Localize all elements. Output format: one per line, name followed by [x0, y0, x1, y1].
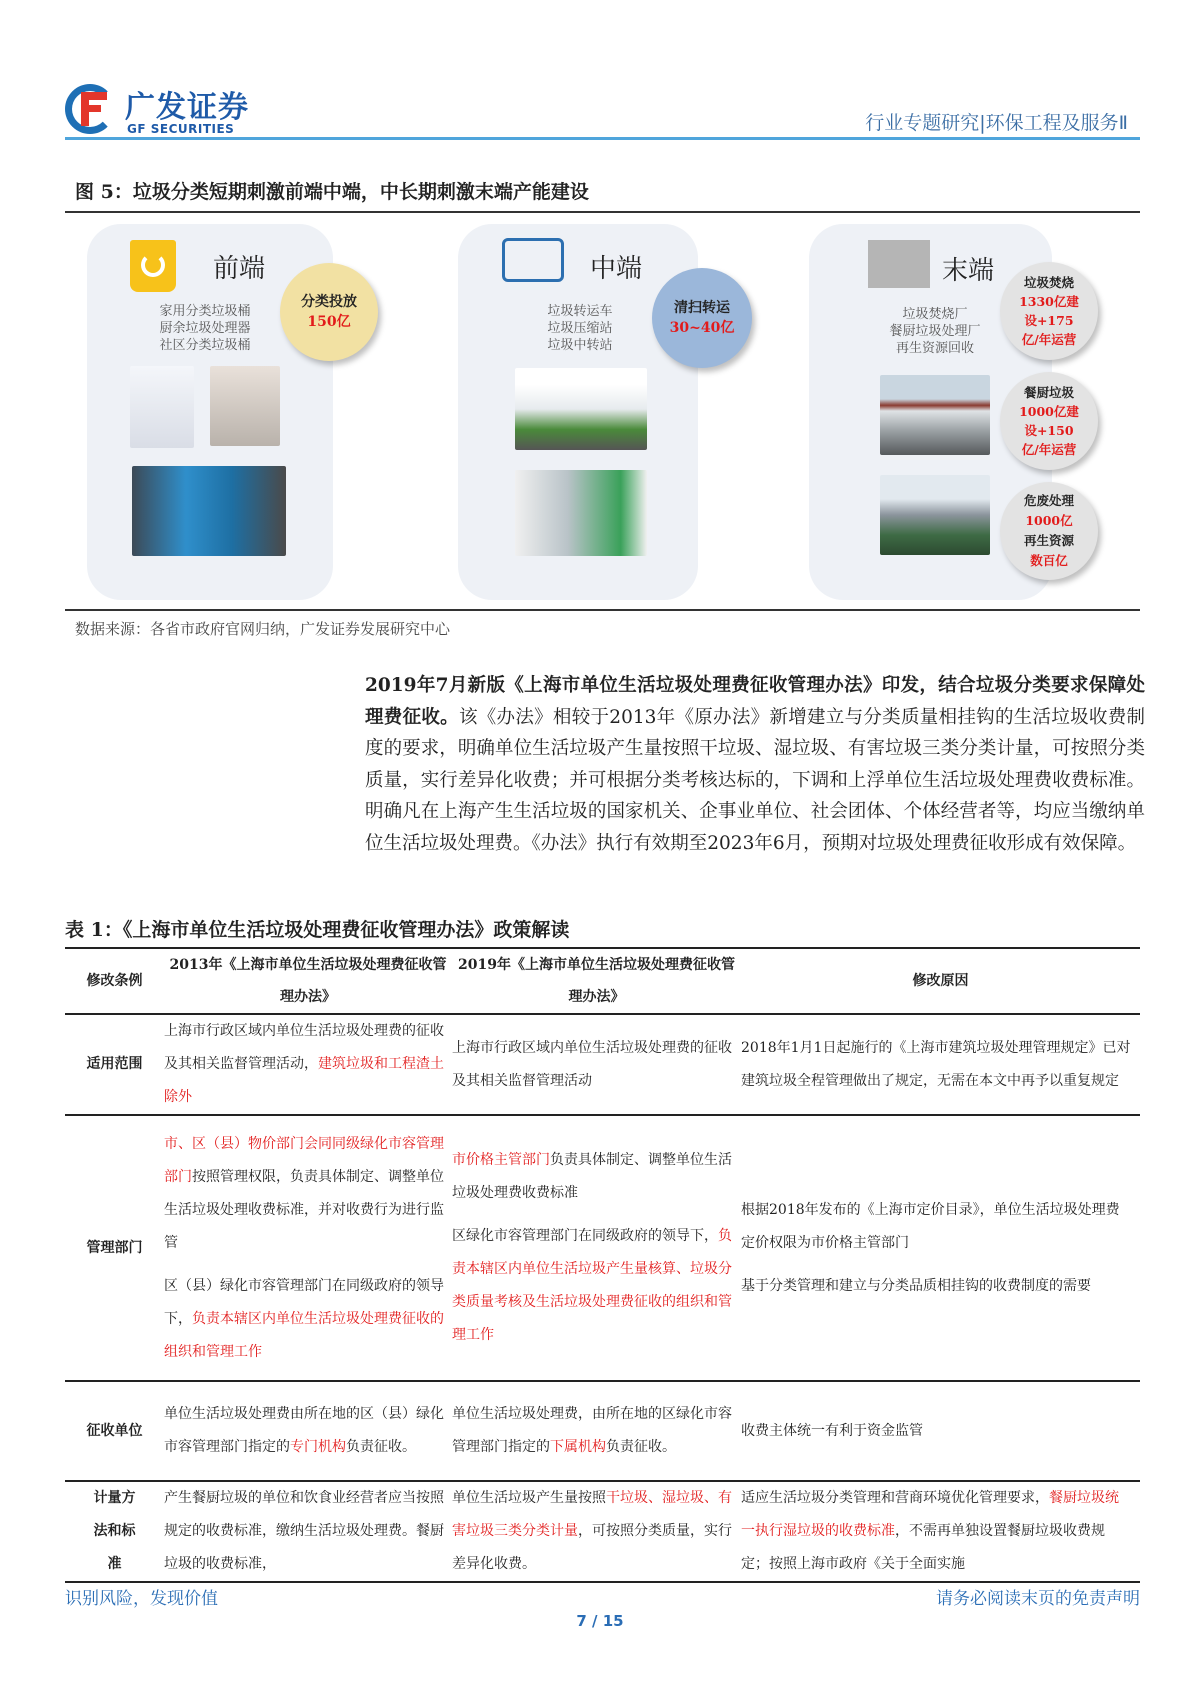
- bubble-label: 清扫转运: [674, 300, 730, 316]
- table-row: [65, 1481, 1140, 1582]
- cell-paragraph: [452, 1032, 733, 1098]
- cell-paragraph: [164, 1270, 444, 1369]
- table-cell: [164, 1481, 452, 1582]
- bubble-incineration: [1000, 262, 1098, 360]
- table-cell: [741, 1014, 1140, 1115]
- desc-line: 垃圾压缩站: [547, 321, 613, 336]
- header-2019: 2019年《上海市单位生活垃圾处理费征收管理办法》: [452, 948, 741, 1014]
- garbage-truck-icon: [502, 238, 564, 282]
- cell-text: 基于分类管理和建立与分类品质相挂钩的收费制度的需要: [741, 1277, 1091, 1294]
- recycle-bin-icon: [130, 240, 176, 292]
- panel-title-back: 末端: [942, 256, 995, 286]
- header-reason: 修改原因: [741, 948, 1140, 1014]
- cell-text: 负责具体制定、调整单位生活垃圾处理费收费标准: [452, 1152, 732, 1201]
- desc-line: 垃圾转运车: [547, 304, 613, 319]
- highlighted-text: 干垃圾、湿垃圾、有害垃圾三类分类计量: [452, 1490, 732, 1539]
- highlighted-text: 负责本辖区内单位生活垃圾产生量核算、垃圾分类质量考核及生活垃圾处理费征收的组织和管理工作: [452, 1228, 732, 1343]
- desc-line: 社区分类垃圾桶: [159, 338, 251, 353]
- bubble-value: 150亿: [307, 314, 351, 330]
- bubble-value: 1000亿建设+150亿/年运营: [1019, 404, 1079, 457]
- body-paragraph: [365, 670, 1145, 860]
- desc-line: 家用分类垃圾桶: [159, 304, 251, 319]
- bubble-kitchen-waste: [1000, 372, 1098, 470]
- cell-text: 2018年1月1日起施行的《上海市建筑垃圾处理管理规定》已对建筑垃圾全程管理做出了规定，无需在本文中再予以重复规定: [741, 1039, 1131, 1089]
- cell-paragraph: [741, 1194, 1132, 1260]
- cell-text: 负责征收。: [346, 1439, 416, 1455]
- row-label: 管理部门: [65, 1115, 164, 1381]
- logo-text-en: GF SECURITIES: [127, 122, 235, 136]
- row-label: 计量方法和标准: [65, 1481, 164, 1582]
- table-cell: [741, 1115, 1140, 1381]
- table-cell: [452, 1115, 741, 1381]
- table-cell: [741, 1381, 1140, 1481]
- bubble-value: 30~40亿: [669, 320, 735, 336]
- bubble-value: 1000亿: [1025, 513, 1073, 528]
- cell-text: 负责征收。: [606, 1439, 676, 1455]
- highlighted-text: 下属机构: [550, 1439, 606, 1455]
- table-row: [65, 1115, 1140, 1381]
- food-waste-processor-image: [210, 366, 280, 446]
- paragraph-text: 该《办法》相较于2013年《原办法》新增建立与分类质量相挂钩的生活垃圾收费制度的要求，明确单位生活垃圾产生量按照干垃圾、湿垃圾、有害垃圾三类分类计量，可按照分类质量，实行差异化收费；并可根据分类考核达标的，下调和上浮单位生活垃圾处理费收费标准。明确凡在上海产生生活垃圾的国家机关、企事业单位、社会团体、个体经营者等，均应当缴纳单位生活垃圾处理费。《办法》执行有效期至2023年6月，预期对垃圾处理费征收形成有效保障。: [365, 706, 1145, 854]
- disclaimer-link[interactable]: 请务必阅读末页的免责声明: [936, 1589, 1140, 1609]
- cell-text: 区（县）绿化市容管理部门在同级政府的领导下，: [164, 1277, 444, 1327]
- cell-paragraph: [741, 1482, 1132, 1581]
- table-cell: [452, 1481, 741, 1582]
- header-divider: [65, 137, 1140, 140]
- bubble-label: 垃圾焚烧: [1023, 275, 1074, 290]
- highlighted-text: 市、区（县）物价部门会同同级绿化市容管理部门: [164, 1135, 444, 1185]
- bubble-cleaning-transfer: [652, 268, 752, 368]
- cell-paragraph: [164, 1398, 444, 1464]
- logo-text-cn: 广发证券: [125, 90, 249, 125]
- bubble-label: 再生资源: [1023, 533, 1074, 548]
- transfer-truck-image: [515, 368, 647, 450]
- cell-paragraph: [741, 1032, 1132, 1098]
- cell-paragraph: [452, 1398, 733, 1464]
- desc-line: 餐厨垃圾处理厂: [889, 324, 981, 339]
- cell-paragraph: [164, 1015, 444, 1114]
- row-label: 征收单位: [65, 1381, 164, 1481]
- highlighted-text: 专门机构: [290, 1439, 346, 1455]
- table-cell: [452, 1381, 741, 1481]
- cell-text: 收费主体统一有利于资金监管: [741, 1422, 923, 1439]
- report-category: 行业专题研究|环保工程及服务Ⅱ: [865, 112, 1128, 134]
- figure-bottom-rule: [65, 609, 1140, 611]
- panel-desc-front: [140, 303, 270, 354]
- row-label: 适用范围: [65, 1014, 164, 1115]
- cell-paragraph: [164, 1128, 444, 1260]
- page-number: 7 / 15: [576, 1612, 624, 1630]
- gf-securities-logo: [65, 82, 265, 142]
- highlighted-text: 市价格主管部门: [452, 1152, 550, 1168]
- figure-title: 图 5：垃圾分类短期刺激前端中端，中长期刺激末端产能建设: [75, 181, 589, 203]
- cell-paragraph: [452, 1144, 733, 1210]
- table-row: [65, 1381, 1140, 1481]
- cell-text: 上海市行政区域内单位生活垃圾处理费的征收及其相关监督管理活动: [452, 1039, 732, 1089]
- community-bin-image: [132, 466, 286, 556]
- cell-text: ，不需再单独设置餐厨垃圾收费规定；按照上海市政府《关于全面实施: [741, 1523, 1105, 1572]
- cell-text: 上海市行政区域内单位生活垃圾处理费的征收及其相关监督管理活动，: [164, 1023, 444, 1072]
- desc-line: 再生资源回收: [895, 341, 974, 356]
- panel-title-mid: 中端: [590, 254, 643, 284]
- table-cell: [452, 1014, 741, 1115]
- hazardous-plant-image: [880, 475, 990, 555]
- panel-title-front: 前端: [213, 254, 266, 284]
- bubble-label: 分类投放: [301, 294, 357, 310]
- compression-station-image: [515, 470, 647, 556]
- desc-line: 垃圾中转站: [547, 338, 613, 353]
- table-cell: [164, 1381, 452, 1481]
- bubble-hazardous-waste: [1000, 482, 1098, 580]
- cell-text: 适应生活垃圾分类管理和营商环境优化管理要求，: [741, 1490, 1049, 1506]
- cell-text: 根据2018年发布的《上海市定价目录》，单位生活垃圾处理费定价权限为市价格主管部门: [741, 1201, 1120, 1251]
- panel-desc-mid: [530, 303, 630, 354]
- bubble-label: 危废处理: [1023, 493, 1074, 508]
- table-title: 表 1：《上海市单位生活垃圾处理费征收管理办法》政策解读: [65, 919, 570, 941]
- cell-paragraph: [452, 1220, 733, 1352]
- bubble-value: 1330亿建设+175亿/年运营: [1019, 294, 1079, 347]
- cell-text: 单位生活垃圾处理费，由所在地的区绿化市容管理部门指定的: [452, 1406, 732, 1455]
- bubble-sorting-disposal: [280, 263, 378, 361]
- highlighted-text: 负责本辖区内单位生活垃圾处理费征收的组织和管理工作: [164, 1310, 444, 1360]
- cell-paragraph: [741, 1270, 1132, 1303]
- table-row: [65, 1014, 1140, 1115]
- cell-text: 产生餐厨垃圾的单位和饮食业经营者应当按照规定的收费标准，缴纳生活垃圾处理费。餐厨垃圾的收费标准，: [164, 1490, 444, 1572]
- highlighted-text: 建筑垃圾和工程渣土除外: [164, 1056, 444, 1105]
- factory-icon: [868, 240, 930, 288]
- cell-paragraph: [452, 1482, 733, 1581]
- cell-text: 按照管理权限，负责具体制定、调整单位生活垃圾处理收费标准，并对收费行为进行监管: [164, 1168, 444, 1251]
- cell-text: 单位生活垃圾产生量按照: [452, 1490, 606, 1506]
- figure-top-rule: [65, 211, 1140, 213]
- cell-paragraph: [164, 1482, 444, 1581]
- kitchen-plant-image: [880, 375, 990, 455]
- cell-paragraph: [741, 1415, 1132, 1448]
- table-cell: [741, 1481, 1140, 1582]
- panel-desc-back: [880, 306, 990, 357]
- bubble-value: 数百亿: [1030, 553, 1068, 568]
- paragraph-lead: 2019年7月新版《上海市单位生活垃圾处理费征收管理办法》印发，结合垃圾分类要求保障处理费征收。: [365, 675, 1145, 728]
- table-cell: [164, 1014, 452, 1115]
- cell-text: 区绿化市容管理部门在同级政府的领导下，: [452, 1228, 718, 1244]
- header-clause: 修改条例: [65, 948, 164, 1014]
- footer-slogan: 识别风险，发现价值: [65, 1589, 218, 1609]
- policy-table: [65, 947, 1140, 1583]
- desc-line: 厨余垃圾处理器: [159, 321, 251, 336]
- header-2013: 2013年《上海市单位生活垃圾处理费征收管理办法》: [164, 948, 452, 1014]
- household-bin-image: [130, 366, 194, 448]
- highlighted-text: 餐厨垃圾统一执行湿垃圾的收费标准: [741, 1490, 1119, 1539]
- cell-text: ，可按照分类质量，实行差异化收费。: [452, 1523, 732, 1572]
- figure-source: 数据来源：各省市政府官网归纳，广发证券发展研究中心: [75, 620, 451, 638]
- desc-line: 垃圾焚烧厂: [902, 307, 968, 322]
- bubble-label: 餐厨垃圾: [1023, 385, 1074, 400]
- cell-text: 单位生活垃圾处理费由所在地的区（县）绿化市容管理部门指定的: [164, 1406, 444, 1455]
- table-cell: [164, 1115, 452, 1381]
